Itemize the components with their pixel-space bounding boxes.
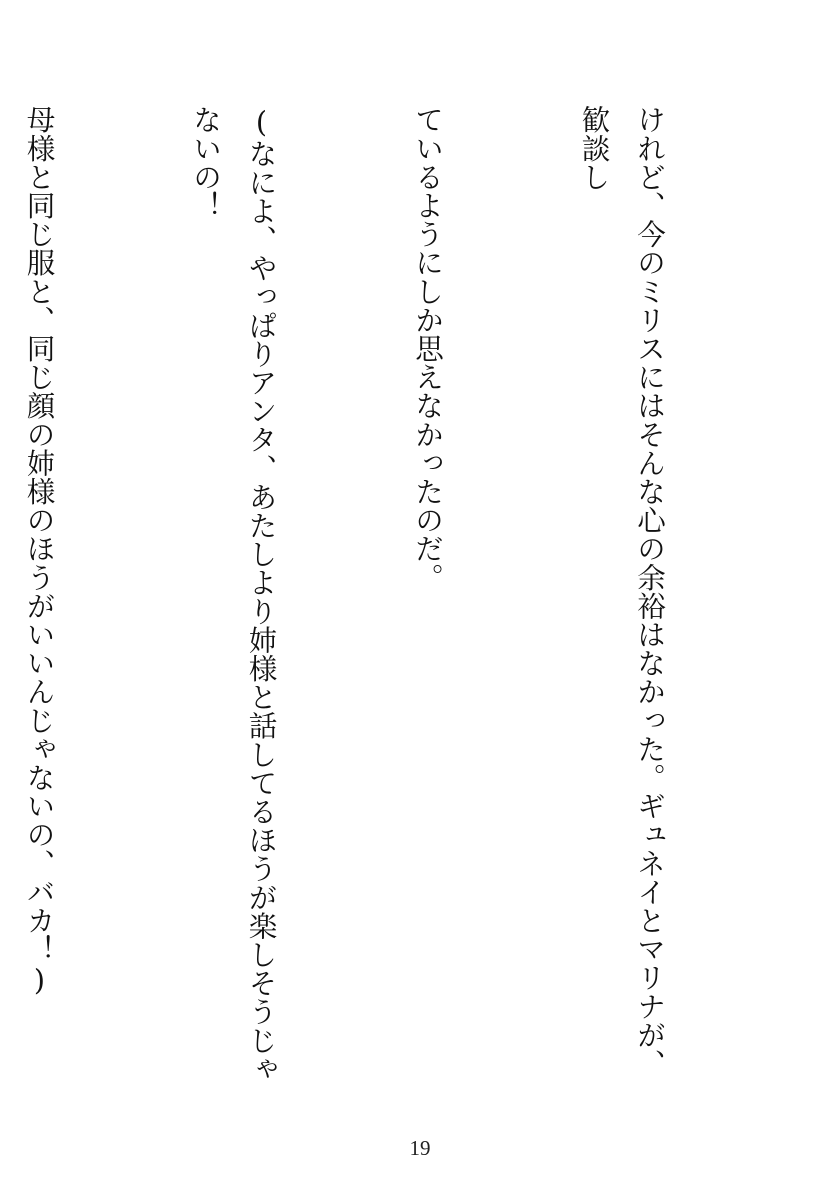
- text-line: (なによ、やっぱりアンタ、あたしより姉様と話してるほうが楽しそうじゃないの！: [189, 105, 279, 1083]
- text-line: けれど、今のミリスにはそんな心の余裕はなかった。ギュネイとマリナが、歓談し: [577, 105, 667, 1078]
- vertical-body-text: [22, 105, 788, 1105]
- text-line: 母様と同じ服と、同じ顔の姉様のほうがいいんじゃないの、バカ！): [22, 105, 57, 997]
- page-number: 19: [409, 1136, 431, 1160]
- text-line: ているようにしか思えなかったのだ。: [411, 105, 445, 592]
